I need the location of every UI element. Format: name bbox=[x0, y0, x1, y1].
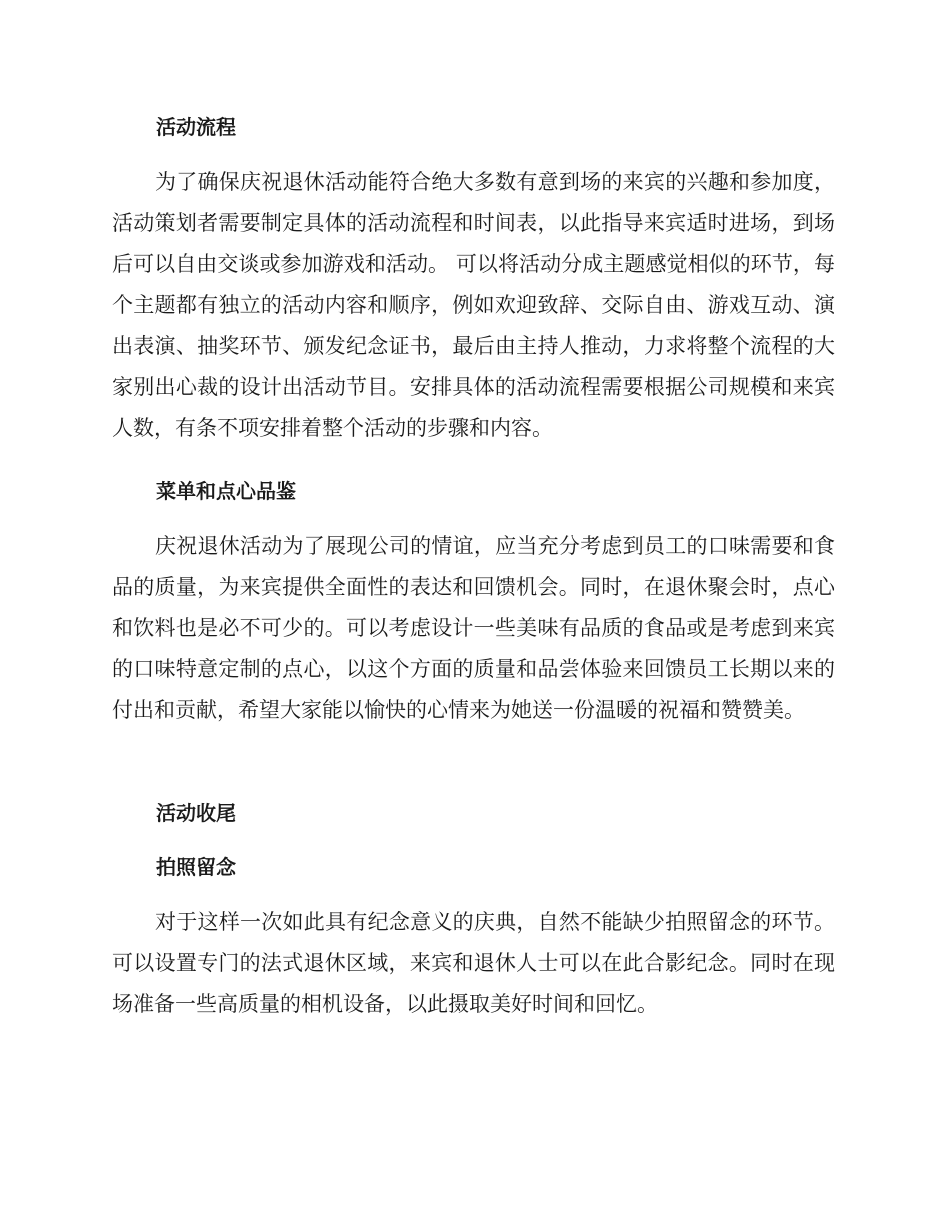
section-paragraph-activity-flow: 为了确保庆祝退休活动能符合绝大多数有意到场的来宾的兴趣和参加度，活动策划者需要制定具体的活动流程和时间表，以此指导来宾适时进场，到场后可以自由交谈或参加游戏和活动。 可以将活动分成主题感觉相似的环节，每个主题都有独立的活动内容和顺序，例如欢迎致辞、交际自由、游戏互动、演出表演、抽奖环节、颁发纪念证书，最后由主持人推动，力求将整个流程的大家别出心裁的设计出活动节目。安排具体的活动流程需要根据公司规模和来宾人数，有条不项安排着整个活动的步骤和内容。 bbox=[112, 170, 835, 440]
section-paragraph-menu-tasting: 庆祝退休活动为了展现公司的情谊，应当充分考虑到员工的口味需要和食品的质量，为来宾提供全面性的表达和回馈机会。同时，在退休聚会时，点心和饮料也是必不可少的。可以考虑设计一些美味有品质的食品或是考虑到来宾的口味特意定制的点心，以这个方面的质量和品尝体验来回馈员工长期以来的付出和贡献，希望大家能以愉快的心情来为她送一份温暖的祝福和赞赞美。 bbox=[112, 534, 835, 722]
section-heading-photo-souvenir: 拍照留念 bbox=[156, 855, 236, 879]
section-heading-activity-closing: 活动收尾 bbox=[156, 801, 236, 825]
section-heading-activity-flow: 活动流程 bbox=[156, 115, 236, 139]
section-heading-menu-tasting: 菜单和点心品鉴 bbox=[156, 479, 296, 503]
section-paragraph-photo-souvenir: 对于这样一次如此具有纪念意义的庆典，自然不能缺少拍照留念的环节。可以设置专门的法式退休区域，来宾和退休人士可以在此合影纪念。同时在现场准备一些高质量的相机设备，以此摄取美好时间和回忆。 bbox=[112, 910, 835, 1016]
